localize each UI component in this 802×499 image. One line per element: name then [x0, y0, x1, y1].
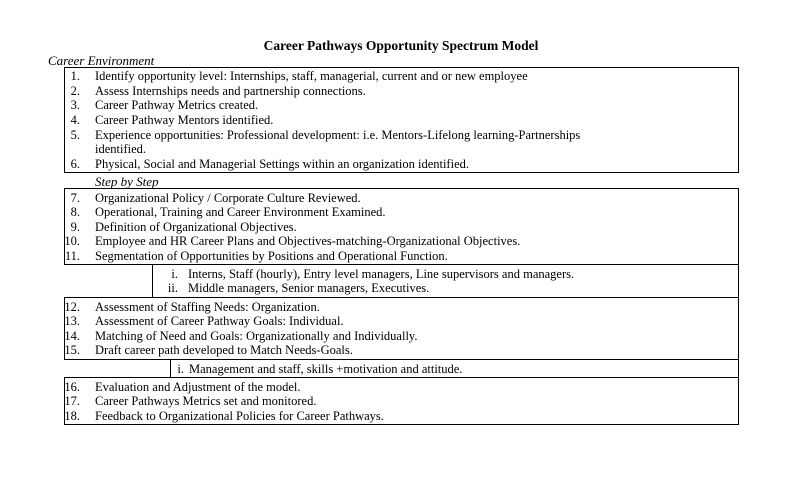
page-title: Career Pathways Opportunity Spectrum Model	[263, 38, 539, 53]
section-heading-step-by-step: Step by Step	[95, 174, 159, 189]
section-heading-career-environment: Career Environment	[48, 53, 155, 68]
